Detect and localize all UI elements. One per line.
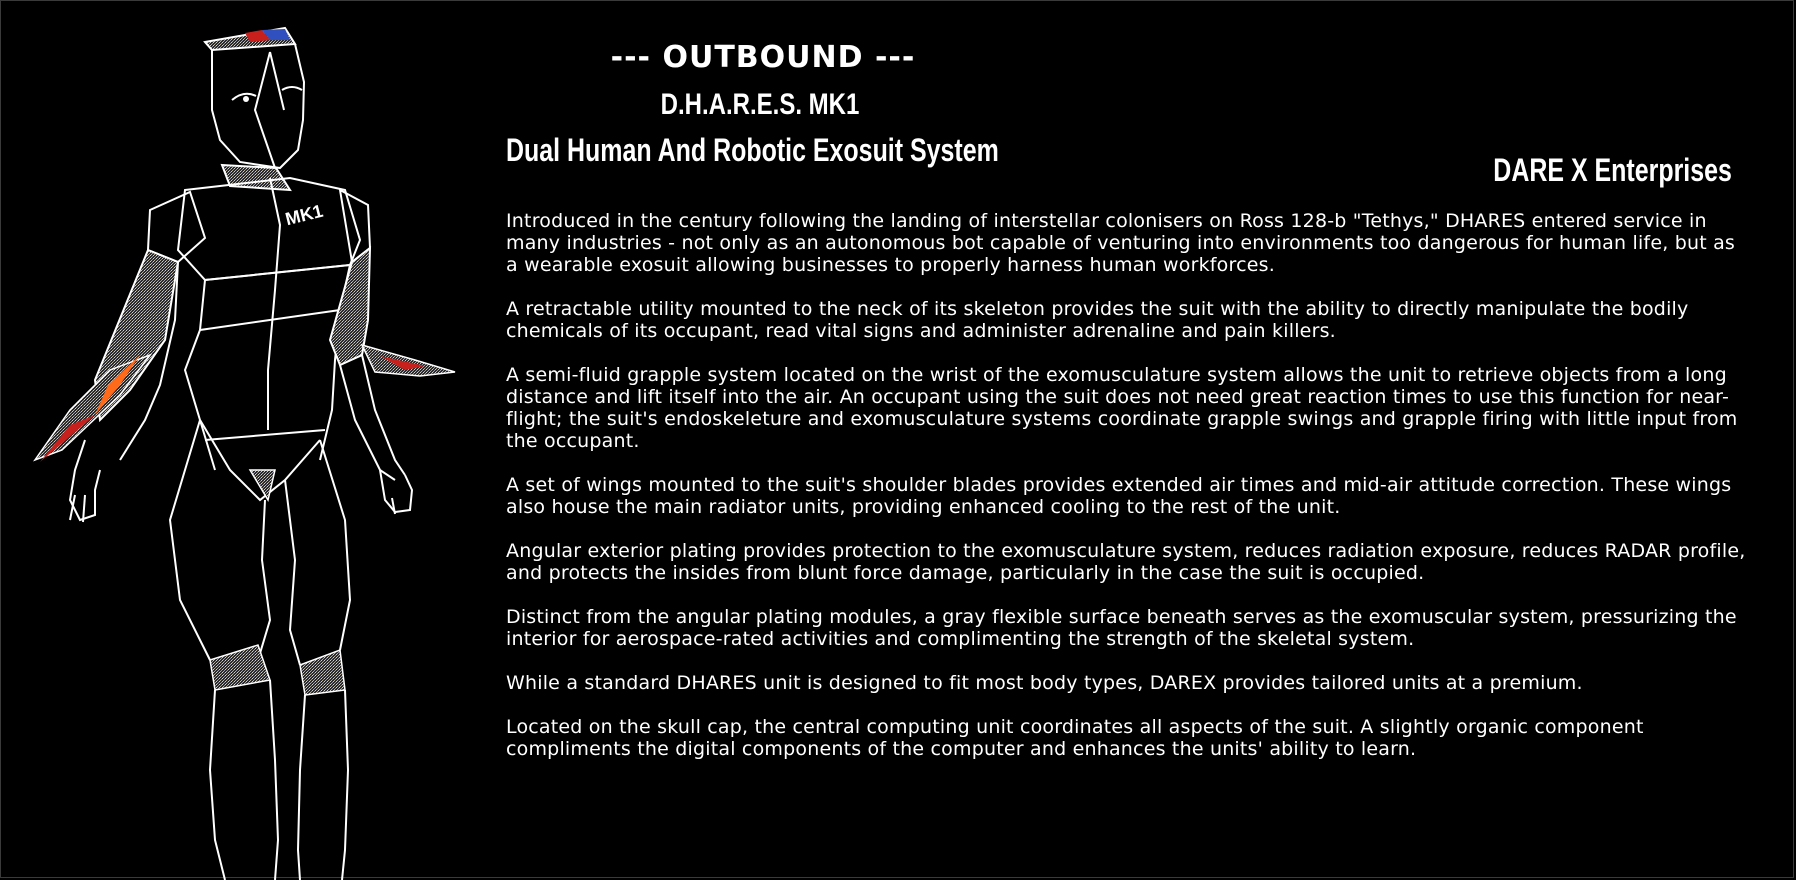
left-thigh bbox=[170, 420, 210, 660]
left-shin bbox=[210, 690, 225, 880]
left-shin-inner bbox=[270, 680, 278, 880]
chest-mark: MK1 bbox=[283, 200, 325, 230]
chest-plate bbox=[178, 178, 360, 280]
description-body bbox=[506, 210, 1746, 782]
right-hand bbox=[380, 470, 412, 512]
model-name: D.H.A.R.E.S. MK1 bbox=[660, 88, 860, 121]
right-arm-wing bbox=[362, 345, 455, 376]
eye-right bbox=[282, 87, 302, 90]
paragraph-intro: Introduced in the century following the landing of interstellar colonisers on Ross 128-b "Tethys," DHARES entered service in many industries - not only as an autonomous bot capable of venturing into environments too dangerous for human life, but as a wearable exosuit allowing businesses to properly harness human workforces. bbox=[506, 210, 1736, 276]
model-full-name: Dual Human And Robotic Exosuit System bbox=[506, 132, 999, 168]
paragraph-computing: Located on the skull cap, the central computing unit coordinates all aspects of the suit. A slightly organic component compliments the digital components of the computer and enhances the units' ability to learn. bbox=[506, 716, 1644, 760]
right-shin bbox=[298, 695, 305, 880]
right-thigh-outer bbox=[320, 440, 350, 650]
paragraph-grapple: A semi-fluid grapple system located on the wrist of the exomusculature system allows the unit to retrieve objects from a long distance and lift itself into the air. An occupant using the suit does not need great reaction times to use this function for near-flight; the suit's endoskeleture and exomusculature systems coordinate grapple swings and grapple firing with little input from the occupant. bbox=[506, 364, 1738, 452]
paragraph-wings: A set of wings mounted to the suit's shoulder blades provides extended air times and mid-air attitude correction. These wings also house the main radiator units, providing enhanced cooling to the rest of the unit. bbox=[506, 474, 1732, 518]
left-thigh-inner bbox=[258, 500, 270, 660]
company-name: DARE X Enterprises bbox=[1493, 152, 1732, 188]
right-knee bbox=[300, 650, 345, 695]
chest-center-line bbox=[268, 178, 280, 430]
exosuit-figure-illustration bbox=[0, 0, 500, 880]
torso-left-edge bbox=[185, 280, 215, 470]
paragraph-utility: A retractable utility mounted to the neck of its skeleton provides the suit with the ability to directly manipulate the bodily chemicals of its occupant, read vital signs and administer adrenaline and pain killers. bbox=[506, 298, 1689, 342]
left-knee bbox=[210, 645, 270, 690]
right-shin-outer bbox=[342, 690, 348, 880]
right-thigh bbox=[285, 480, 300, 665]
left-arm-wing bbox=[35, 355, 150, 460]
outbound-header: --- OUTBOUND --- bbox=[610, 40, 916, 75]
face-left bbox=[255, 52, 275, 168]
paragraph-exomuscular: Distinct from the angular plating modules, a gray flexible surface beneath serves as the exomuscular system, pressurizing the interior for aerospace-rated activities and complimenting the strength of the skeletal system. bbox=[506, 606, 1737, 650]
head-outline bbox=[212, 44, 304, 168]
paragraph-tailored: While a standard DHARES unit is designed to fit most body types, DAREX provides tailored units at a premium. bbox=[506, 672, 1583, 694]
groin-plate bbox=[250, 470, 275, 500]
shoulder-left bbox=[148, 192, 205, 262]
paragraph-plating: Angular exterior plating provides protection to the exomusculature system, reduces radiation exposure, reduces RADAR profile, and protects the insides from blunt force damage, particularly in the case the suit is occupied. bbox=[506, 540, 1746, 584]
